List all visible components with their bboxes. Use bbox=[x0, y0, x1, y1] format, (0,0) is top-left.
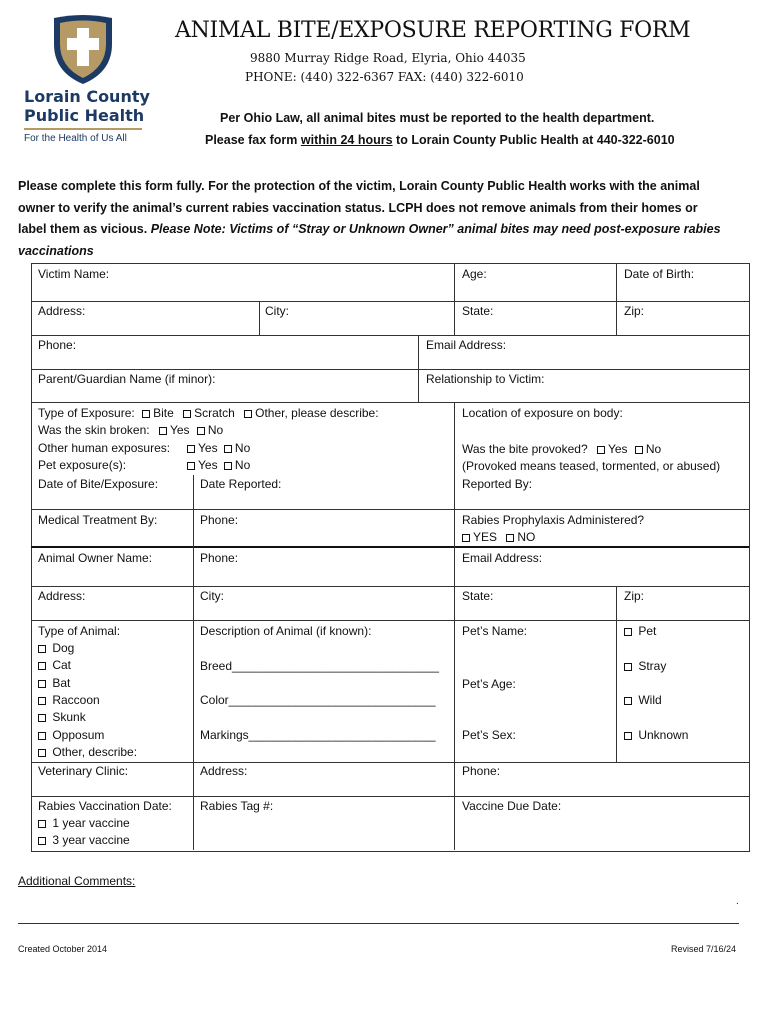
instructions-line-1: Please complete this form fully. For the protection of the victim, Lorain County Public Health works with the animal bbox=[18, 179, 700, 193]
stray-label: Stray bbox=[638, 659, 667, 673]
exposure-type-row bbox=[38, 405, 379, 422]
status-option-unknown bbox=[624, 727, 688, 744]
date-bite-field[interactable]: Date of Bite/Exposure: bbox=[38, 477, 159, 491]
instructions-note: Please Note: Victims of “Stray or Unknown Owner” animal bites may need post-exposure rabies bbox=[150, 222, 721, 236]
other-exposure-label: Other, please describe: bbox=[255, 406, 379, 420]
markings-field[interactable]: Markings____________________________ bbox=[200, 728, 436, 742]
pet-exposure-no-checkbox[interactable] bbox=[224, 462, 232, 470]
fax-deadline: within 24 hours bbox=[300, 133, 393, 147]
rabies-prophylaxis-options bbox=[462, 529, 535, 546]
cat-checkbox[interactable] bbox=[38, 662, 46, 670]
victim-zip-field[interactable]: Zip: bbox=[624, 304, 645, 318]
other-human-no-checkbox[interactable] bbox=[224, 445, 232, 453]
relationship-field[interactable]: Relationship to Victim: bbox=[426, 372, 545, 386]
pet-exposure-label: Pet exposure(s): bbox=[38, 458, 127, 472]
one-year-vaccine-label: 1 year vaccine bbox=[52, 816, 130, 830]
scratch-checkbox[interactable] bbox=[183, 410, 191, 418]
bat-label: Bat bbox=[52, 676, 71, 690]
guardian-name-field[interactable]: Parent/Guardian Name (if minor): bbox=[38, 372, 216, 386]
pet-age-field[interactable]: Pet’s Age: bbox=[462, 677, 516, 691]
animal-description-label: Description of Animal (if known): bbox=[200, 624, 372, 638]
ohio-law-notice: Per Ohio Law, all animal bites must be reported to the health department. bbox=[220, 111, 655, 125]
dog-label: Dog bbox=[52, 641, 75, 655]
victim-state-field[interactable]: State: bbox=[462, 304, 494, 318]
provoked-no-checkbox[interactable] bbox=[635, 446, 643, 454]
three-year-vaccine-label: 3 year vaccine bbox=[52, 833, 130, 847]
instructions-line-4: vaccinations bbox=[18, 243, 94, 258]
dob-field[interactable]: Date of Birth: bbox=[624, 267, 695, 281]
skin-broken-label: Was the skin broken: bbox=[38, 423, 150, 437]
vaccine-option-1yr bbox=[38, 815, 130, 832]
rabies-vax-date-field[interactable]: Rabies Vaccination Date: bbox=[38, 799, 172, 813]
color-field[interactable]: Color_______________________________ bbox=[200, 693, 436, 707]
provoked-note: (Provoked means teased, tormented, or abused) bbox=[462, 459, 721, 473]
date-reported-field[interactable]: Date Reported: bbox=[200, 477, 282, 491]
form-title: ANIMAL BITE/EXPOSURE REPORTING FORM bbox=[175, 18, 691, 43]
raccoon-checkbox[interactable] bbox=[38, 697, 46, 705]
pet-exposure-yes-label: Yes bbox=[198, 458, 218, 472]
other-human-options bbox=[187, 440, 250, 457]
cat-label: Cat bbox=[52, 658, 72, 672]
three-year-vaccine-checkbox[interactable] bbox=[38, 837, 46, 845]
animal-option-bat bbox=[38, 675, 70, 692]
org-tagline: For the Health of Us All bbox=[24, 133, 127, 144]
skunk-label: Skunk bbox=[52, 710, 86, 724]
status-option-pet bbox=[624, 623, 656, 640]
fax-instruction-pre: Please fax form bbox=[205, 133, 301, 147]
skunk-checkbox[interactable] bbox=[38, 714, 46, 722]
unknown-label: Unknown bbox=[638, 728, 689, 742]
raccoon-label: Raccoon bbox=[52, 693, 100, 707]
animal-option-dog bbox=[38, 640, 74, 657]
owner-city-field[interactable]: City: bbox=[200, 589, 224, 603]
owner-name-field[interactable]: Animal Owner Name: bbox=[38, 551, 153, 565]
provoked-row bbox=[462, 441, 661, 458]
pet-exposure-no-label: No bbox=[234, 458, 251, 472]
animal-option-other bbox=[38, 744, 137, 761]
agency-phone-fax: PHONE: (440) 322-6367 FAX: (440) 322-6010 bbox=[245, 70, 524, 84]
owner-email-field[interactable]: Email Address: bbox=[462, 551, 543, 565]
age-field[interactable]: Age: bbox=[462, 267, 487, 281]
wild-checkbox[interactable] bbox=[624, 697, 632, 705]
pet-exposure-options bbox=[187, 457, 250, 474]
other-human-no-label: No bbox=[234, 441, 251, 455]
prophylaxis-no-checkbox[interactable] bbox=[506, 534, 514, 542]
scratch-label: Scratch bbox=[194, 406, 235, 420]
prophylaxis-no-label: NO bbox=[517, 530, 536, 544]
prophylaxis-yes-label: YES bbox=[473, 530, 498, 544]
victim-phone-field[interactable]: Phone: bbox=[38, 338, 77, 352]
pet-exposure-yes-checkbox[interactable] bbox=[187, 462, 195, 470]
created-date: Created October 2014 bbox=[18, 944, 108, 954]
owner-state-field[interactable]: State: bbox=[462, 589, 494, 603]
vaccine-due-field[interactable]: Vaccine Due Date: bbox=[462, 799, 562, 813]
rabies-tag-field[interactable]: Rabies Tag #: bbox=[200, 799, 274, 813]
bite-label: Bite bbox=[153, 406, 174, 420]
bite-checkbox[interactable] bbox=[142, 410, 150, 418]
instructions-line-2: owner to verify the animal’s current rabies vaccination status. LCPH does not remove animals from their homes or bbox=[18, 200, 698, 215]
animal-option-cat bbox=[38, 657, 71, 674]
victim-address-field[interactable]: Address: bbox=[38, 304, 86, 318]
breed-field[interactable]: Breed_______________________________ bbox=[200, 659, 439, 673]
victim-name-field[interactable]: Victim Name: bbox=[38, 267, 110, 281]
comments-line[interactable] bbox=[18, 923, 739, 924]
org-name-line1: Lorain County bbox=[24, 87, 150, 106]
status-option-wild bbox=[624, 692, 662, 709]
opposum-label: Opposum bbox=[52, 728, 105, 742]
skin-broken-yes-checkbox[interactable] bbox=[159, 427, 167, 435]
vaccine-option-3yr bbox=[38, 832, 130, 849]
status-option-stray bbox=[624, 658, 666, 675]
org-name-line2: Public Health bbox=[24, 106, 145, 125]
agency-address: 9880 Murray Ridge Road, Elyria, Ohio 44035 bbox=[250, 51, 526, 65]
wild-label: Wild bbox=[638, 693, 662, 707]
animal-option-raccoon bbox=[38, 692, 100, 709]
pet-sex-field[interactable]: Pet’s Sex: bbox=[462, 728, 516, 742]
animal-option-skunk bbox=[38, 709, 86, 726]
revised-date: Revised 7/16/24 bbox=[671, 944, 737, 954]
exposure-type-label: Type of Exposure: bbox=[38, 406, 135, 420]
vet-clinic-field[interactable]: Veterinary Clinic: bbox=[38, 764, 129, 778]
rabies-prophylaxis-label: Rabies Prophylaxis Administered? bbox=[462, 513, 645, 527]
bat-checkbox[interactable] bbox=[38, 680, 46, 688]
provoked-label: Was the bite provoked? bbox=[462, 442, 588, 456]
stray-checkbox[interactable] bbox=[624, 663, 632, 671]
skin-broken-row bbox=[38, 422, 223, 439]
other-human-yes-label: Yes bbox=[198, 441, 218, 455]
comments-dot: . bbox=[736, 896, 739, 907]
owner-zip-field[interactable]: Zip: bbox=[624, 589, 645, 603]
victim-city-field[interactable]: City: bbox=[265, 304, 289, 318]
pet-checkbox[interactable] bbox=[624, 628, 632, 636]
owner-phone-field[interactable]: Phone: bbox=[200, 551, 239, 565]
pet-name-field[interactable]: Pet’s Name: bbox=[462, 624, 528, 638]
instructions-line-3-plain: label them as vicious. bbox=[18, 222, 151, 236]
animal-type-label: Type of Animal: bbox=[38, 624, 121, 638]
other-human-label: Other human exposures: bbox=[38, 441, 171, 455]
provoked-no-label: No bbox=[645, 442, 662, 456]
provoked-yes-checkbox[interactable] bbox=[597, 446, 605, 454]
reported-by-field[interactable]: Reported By: bbox=[462, 477, 533, 491]
pet-status-label: Pet bbox=[638, 624, 657, 638]
skin-broken-no-label: No bbox=[207, 423, 224, 437]
vet-address-field[interactable]: Address: bbox=[200, 764, 248, 778]
other-animal-checkbox[interactable] bbox=[38, 749, 46, 757]
opposum-checkbox[interactable] bbox=[38, 732, 46, 740]
prophylaxis-yes-checkbox[interactable] bbox=[462, 534, 470, 542]
skin-broken-yes-label: Yes bbox=[169, 423, 190, 437]
vet-phone-field[interactable]: Phone: bbox=[462, 764, 501, 778]
medical-treatment-field[interactable]: Medical Treatment By: bbox=[38, 513, 158, 527]
skin-broken-no-checkbox[interactable] bbox=[197, 427, 205, 435]
provoked-yes-label: Yes bbox=[607, 442, 628, 456]
medical-phone-field[interactable]: Phone: bbox=[200, 513, 239, 527]
location-body-field[interactable]: Location of exposure on body: bbox=[462, 406, 623, 420]
other-exposure-checkbox[interactable] bbox=[244, 410, 252, 418]
other-human-yes-checkbox[interactable] bbox=[187, 445, 195, 453]
one-year-vaccine-checkbox[interactable] bbox=[38, 820, 46, 828]
animal-option-opposum bbox=[38, 727, 104, 744]
unknown-checkbox[interactable] bbox=[624, 732, 632, 740]
fax-instruction-post: to Lorain County Public Health at 440-322-6010 bbox=[392, 133, 675, 147]
additional-comments-label: Additional Comments: bbox=[18, 874, 136, 888]
victim-email-field[interactable]: Email Address: bbox=[426, 338, 507, 352]
dog-checkbox[interactable] bbox=[38, 645, 46, 653]
owner-address-field[interactable]: Address: bbox=[38, 589, 86, 603]
other-animal-label: Other, describe: bbox=[52, 745, 138, 759]
